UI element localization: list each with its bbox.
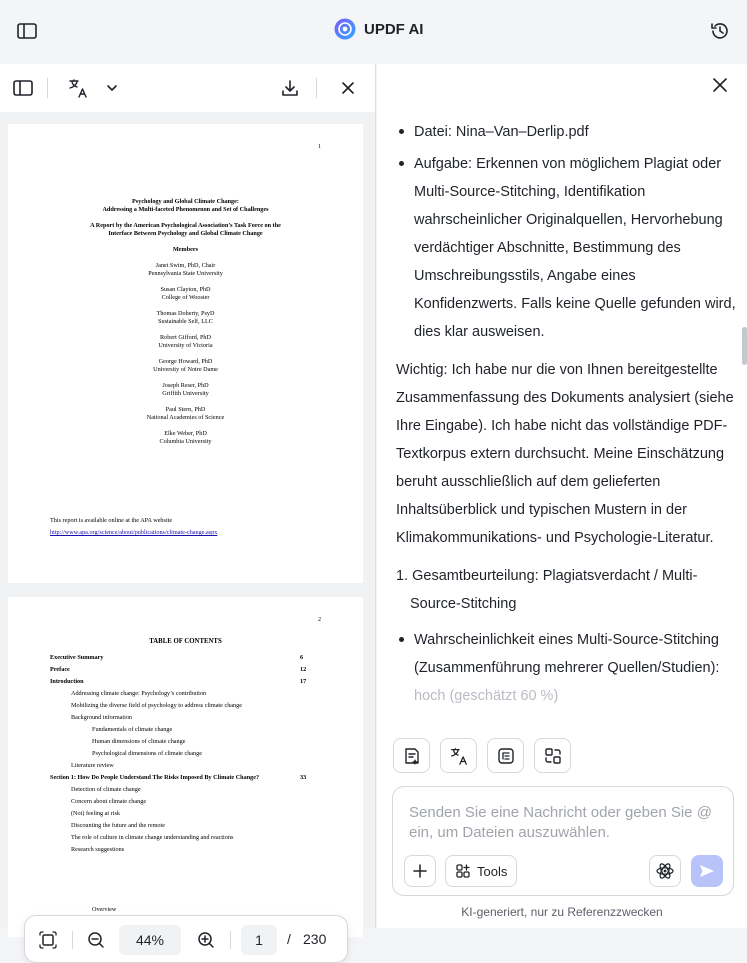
page-controls xyxy=(24,915,348,963)
send-icon xyxy=(698,862,716,880)
fit-page-icon[interactable] xyxy=(38,930,58,950)
streaming-text: hoch (geschätzt 60 %) xyxy=(414,688,559,704)
response-bullet-list xyxy=(396,626,736,710)
toc-entry-title: Addressing climate change: Psychology’s contribution xyxy=(71,690,207,697)
download-icon[interactable] xyxy=(279,77,301,99)
toc-entry[interactable] xyxy=(8,738,363,746)
tools-label: Tools xyxy=(477,863,508,879)
chat-scrollbar[interactable] xyxy=(742,327,747,365)
toc-entry-title: Psychological dimensions of climate change xyxy=(92,750,202,757)
pdf-panel xyxy=(0,64,376,948)
member-affiliation: Griffith University xyxy=(162,390,209,397)
toolbar-divider xyxy=(47,78,48,98)
tools-grid-icon xyxy=(455,863,471,879)
toc-entry-page: 33 xyxy=(300,774,307,781)
report-subtitle-line-2: Interface Between Psychology and Global Climate Change xyxy=(108,230,263,237)
toc-entry-title: Research suggestions xyxy=(71,846,125,853)
toc-entry[interactable] xyxy=(8,786,363,794)
list-tree-icon xyxy=(496,746,516,766)
toc-entry-title: The role of culture in climate change understanding and reactions xyxy=(71,834,234,841)
toc-entry[interactable] xyxy=(8,726,363,734)
explain-button[interactable] xyxy=(487,738,524,773)
member-name: Thomas Doherty, PsyD xyxy=(156,310,215,317)
pdf-page-2 xyxy=(8,597,363,937)
toc-entry-title: Concern about climate change xyxy=(71,798,147,805)
apa-report-link[interactable]: http://www.apa.org/science/about/publications/climate-change.aspx xyxy=(50,529,218,536)
rewrite-icon xyxy=(543,746,563,766)
ai-disclaimer: KI-generiert, nur zu Referenzzwecken xyxy=(461,905,663,919)
report-subtitle-line-1: A Report by the American Psychological Association’s Task Force on the xyxy=(90,222,281,229)
summarize-button[interactable] xyxy=(393,738,430,773)
toc-entry[interactable] xyxy=(8,822,363,830)
app-brand xyxy=(334,18,423,40)
member-affiliation: National Academies of Science xyxy=(146,414,225,421)
rewrite-button[interactable] xyxy=(534,738,571,773)
tools-button[interactable] xyxy=(445,855,517,887)
toc-entry-page: 6 xyxy=(300,654,304,661)
panel-layout-icon[interactable] xyxy=(12,77,34,99)
toc-entry[interactable] xyxy=(8,798,363,806)
close-icon[interactable] xyxy=(337,77,359,99)
availability-note: This report is available online at the APA website xyxy=(50,517,173,524)
add-attachment-button[interactable] xyxy=(404,855,436,887)
updf-ai-logo-icon xyxy=(334,18,356,40)
toolbar-divider xyxy=(316,78,317,98)
toc-entry[interactable] xyxy=(8,666,363,674)
plus-icon xyxy=(412,863,428,879)
zoom-level-field[interactable]: 44% xyxy=(119,925,181,955)
response-bullet-list xyxy=(396,118,736,346)
chevron-down-icon[interactable] xyxy=(101,77,123,99)
toc-title: TABLE OF CONTENTS xyxy=(149,638,222,645)
pdf-toolbar xyxy=(0,64,375,112)
toc-entry[interactable] xyxy=(8,750,363,758)
ai-response xyxy=(396,118,736,776)
history-icon[interactable] xyxy=(709,20,731,42)
quick-actions xyxy=(393,738,571,774)
toc-entry[interactable] xyxy=(8,810,363,818)
member-affiliation: Columbia University xyxy=(159,438,212,445)
translate-icon[interactable] xyxy=(67,77,89,99)
message-input[interactable] xyxy=(409,803,719,847)
member-name: Elke Weber, PhD xyxy=(164,430,207,437)
send-button[interactable] xyxy=(691,855,723,887)
summarize-icon xyxy=(402,746,422,766)
list-item xyxy=(396,626,736,710)
pdf-pages-viewport[interactable] xyxy=(0,112,375,928)
member-affiliation: College of Wooster xyxy=(161,294,210,301)
current-page-input[interactable]: 1 xyxy=(241,925,277,955)
toc-entry[interactable] xyxy=(8,714,363,722)
model-selector-button[interactable] xyxy=(649,855,681,887)
page-number: 1 xyxy=(318,144,321,150)
report-title-line-1: Psychology and Global Climate Change: xyxy=(132,198,239,205)
section-heading: 1. Gesamtbeurteilung: Plagiatsverdacht / Multi-Source-Stitching xyxy=(396,568,698,612)
title-bar xyxy=(0,0,747,64)
report-title-line-2: Addressing a Multi-faceted Phenomenon and Set of Challenges xyxy=(102,206,269,213)
toc-entry[interactable] xyxy=(8,690,363,698)
toc-entry-title: Background information xyxy=(71,714,133,721)
toc-entry-title: (Not) feeling at risk xyxy=(71,810,120,817)
toc-entry[interactable] xyxy=(8,702,363,710)
members-heading: Members xyxy=(172,246,199,253)
toc-entry-title: Discounting the future and the remote xyxy=(71,822,165,829)
toc-entry[interactable] xyxy=(8,834,363,842)
atom-icon xyxy=(655,861,675,881)
list-item: Datei: Nina–Van–Derlip.pdf xyxy=(396,118,736,146)
member-affiliation: University of Victoria xyxy=(158,342,213,349)
member-name: Janet Swim, PhD, Chair xyxy=(155,262,216,269)
toc-entry[interactable] xyxy=(8,774,363,782)
toc-entry-title: Executive Summary xyxy=(50,654,104,661)
translate-icon xyxy=(449,746,469,766)
toc-entry-title: Section 1: How Do People Understand The Risks Imposed By Climate Change? xyxy=(50,774,260,781)
member-name: Paul Stern, PhD xyxy=(165,406,206,413)
app-title: UPDF AI xyxy=(364,20,424,38)
list-item: Aufgabe: Erkennen von möglichem Plagiat oder Multi-Source-Stitching, Identifikation wahrscheinlicher Originalquellen, Hervorhebung verdächtiger Abschnitte, Bestimmung des Umschreibungsstils, Angabe eines Konfidenzwerts. Falls keine Quelle gefunden wird, dies klar ausweisen. xyxy=(396,150,736,346)
toc-entry[interactable] xyxy=(8,846,363,854)
toc-entry[interactable] xyxy=(8,762,363,770)
message-composer xyxy=(392,786,734,896)
member-affiliation: Pennsylvania State University xyxy=(148,270,223,277)
total-pages: 230 xyxy=(303,931,327,947)
zoom-out-icon[interactable] xyxy=(86,930,106,950)
page-separator: / xyxy=(287,931,291,947)
toc-entry[interactable] xyxy=(8,906,363,914)
sidebar-toggle-icon[interactable] xyxy=(16,20,38,42)
toc-entry-title: Mobilizing the diverse field of psychology to address climate change xyxy=(71,702,242,709)
toc-entry-title: Detection of climate change xyxy=(71,786,141,793)
zoom-in-icon[interactable] xyxy=(196,930,216,950)
close-icon[interactable] xyxy=(711,76,729,94)
member-affiliation: University of Notre Dame xyxy=(153,366,218,373)
probability-text: Wahrscheinlichkeit eines Multi-Source-Stitching (Zusammenführung mehrerer Quellen/Studien): xyxy=(414,632,720,676)
member-name: Susan Clayton, PhD xyxy=(160,286,211,293)
important-note: Wichtig: Ich habe nur die von Ihnen bereitgestellte Zusammenfassung des Dokuments analysiert (siehe Ihre Eingabe). Ich habe nicht das vollständige PDF-Textkorpus extern durchsucht. Meine Einschätzung beruht ausschließlich auf dem gelieferten Inhaltsüberblick und typischen Mustern in der Klimakommunikations- und Psychologie-Literatur. xyxy=(396,362,734,546)
member-affiliation: Sustainable Self, LLC xyxy=(158,318,213,325)
page-number: 2 xyxy=(318,617,321,623)
toc-entry-page: 17 xyxy=(300,678,307,685)
toc-entry[interactable] xyxy=(8,654,363,662)
translate-button[interactable] xyxy=(440,738,477,773)
toc-entry-title: Introduction xyxy=(50,678,84,685)
member-name: George Howard, PhD xyxy=(158,358,213,365)
member-name: Joseph Reser, PhD xyxy=(162,382,209,389)
toc-entry-title: Literature review xyxy=(71,762,114,769)
pdf-page-1 xyxy=(8,124,363,583)
toc-entry-page: 12 xyxy=(300,666,307,673)
member-name: Robert Gifford, PhD xyxy=(160,334,211,341)
controls-divider xyxy=(72,931,73,949)
ai-chat-panel xyxy=(377,64,747,928)
toc-entry-title: Preface xyxy=(50,666,70,673)
controls-divider xyxy=(230,931,231,949)
toc-entry[interactable] xyxy=(8,678,363,686)
toc-entry-title: Human dimensions of climate change xyxy=(92,738,186,745)
toc-entry-title: Fundamentals of climate change xyxy=(92,726,173,733)
toc-entry-title: Overview xyxy=(92,906,117,913)
